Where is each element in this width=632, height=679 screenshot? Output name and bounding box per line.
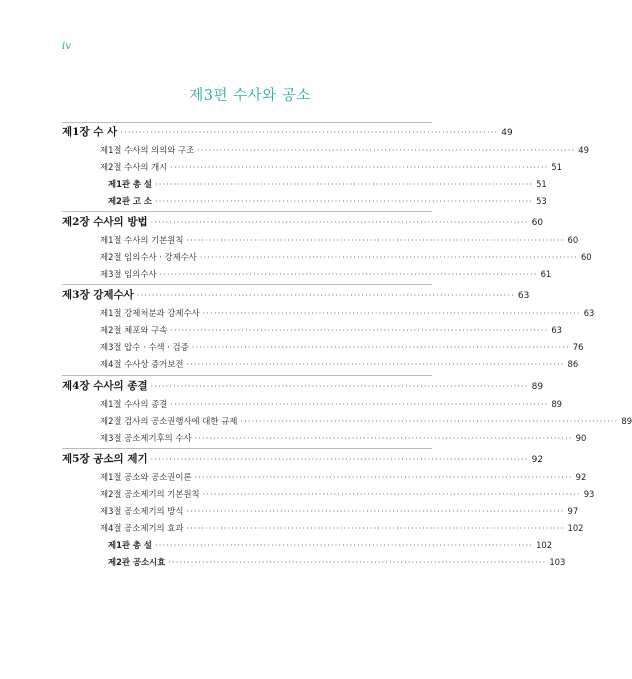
- chapter-divider: [62, 375, 432, 376]
- leader-dots: ·····································································································: [155, 197, 534, 206]
- toc-chapter-entry[interactable]: [62, 287, 530, 302]
- toc-section-entry[interactable]: [100, 324, 563, 336]
- toc-label: 제2절 공소제기의 기본원칙: [100, 489, 200, 499]
- toc-page: 76: [572, 342, 584, 352]
- toc-label: 제1절 수사의 기본원칙: [100, 235, 184, 245]
- toc-chapter-entry[interactable]: [62, 214, 544, 229]
- chapter-divider: [62, 122, 432, 123]
- toc-section-entry[interactable]: [100, 144, 589, 156]
- toc-section-entry[interactable]: [100, 488, 595, 500]
- toc-section-entry[interactable]: [100, 505, 579, 517]
- toc-subsection-entry[interactable]: [108, 539, 553, 551]
- leader-dots: ·····································································································: [202, 309, 581, 318]
- toc-section-entry[interactable]: [100, 341, 584, 353]
- leader-dots: ·····································································································: [186, 507, 565, 516]
- toc-page: 49: [578, 145, 589, 155]
- leader-dots: ·····································································································: [170, 326, 549, 335]
- toc-page: 86: [567, 359, 579, 369]
- toc-label: 제2절 임의수사 · 강제수사: [100, 252, 197, 262]
- toc-label: 제2절 체포와 구속: [100, 325, 168, 335]
- toc-section-entry[interactable]: [100, 358, 579, 370]
- toc-section-entry[interactable]: [100, 268, 552, 280]
- leader-dots: ·····································································································: [170, 163, 549, 172]
- toc-label: 제2관 고 소: [108, 196, 153, 206]
- leader-dots: ·····································································································: [186, 236, 565, 245]
- toc-chapter-entry[interactable]: [62, 124, 513, 139]
- toc-label: 제1절 수사의 종결: [100, 399, 168, 409]
- toc-subsection-entry[interactable]: [108, 195, 547, 207]
- leader-dots: ·····································································································: [155, 180, 534, 189]
- toc-page: 89: [531, 382, 544, 392]
- leader-dots: ·····································································································: [194, 434, 573, 443]
- leader-dots: ·····································································································: [168, 558, 547, 567]
- leader-dots: ·····································································································: [120, 128, 499, 137]
- leader-dots: ·····································································································: [240, 417, 619, 426]
- leader-dots: ·····································································································: [186, 524, 565, 533]
- chapter-divider: [62, 448, 432, 449]
- toc-label: 제2절 검사의 공소권행사에 대한 규제: [100, 416, 238, 426]
- toc-page: 60: [580, 252, 592, 262]
- toc-label: 제2절 수사의 개시: [100, 162, 168, 172]
- toc-label: 제3절 압수 · 수색 · 검증: [100, 342, 189, 352]
- toc-section-entry[interactable]: [100, 234, 579, 246]
- toc-page: 60: [531, 218, 544, 228]
- toc-label: 제4절 수사상 증거보전: [100, 359, 184, 369]
- toc-page: 60: [567, 235, 579, 245]
- leader-dots: ·····································································································: [159, 270, 538, 279]
- toc-section-entry[interactable]: [100, 307, 595, 319]
- toc-label: 제4장 수사의 종결: [62, 380, 148, 392]
- toc-page: 53: [536, 196, 547, 206]
- leader-dots: ·····································································································: [150, 455, 529, 464]
- part-title: 제3편 수사와 공소: [189, 88, 311, 104]
- toc-section-entry[interactable]: [100, 161, 563, 173]
- toc-label: 제3장 강제수사: [62, 289, 134, 301]
- toc-subsection-entry[interactable]: [108, 556, 566, 568]
- toc-section-entry[interactable]: [100, 251, 592, 263]
- toc-section-entry[interactable]: [100, 415, 632, 427]
- toc-page: 102: [567, 523, 584, 533]
- leader-dots: ·····································································································: [202, 490, 581, 499]
- toc-label: 제1절 강제처분과 강제수사: [100, 308, 200, 318]
- toc-label: 제1관 총 설: [108, 540, 153, 550]
- toc-page: 92: [531, 455, 544, 465]
- toc-page: 51: [551, 162, 563, 172]
- leader-dots: ·····································································································: [197, 146, 576, 155]
- toc-section-entry[interactable]: [100, 522, 584, 534]
- toc-subsection-entry[interactable]: [108, 178, 547, 190]
- toc-page: 61: [540, 269, 552, 279]
- toc-label: 제2장 수사의 방법: [62, 216, 148, 228]
- toc-page: 63: [517, 291, 530, 301]
- toc-page: 89: [551, 399, 563, 409]
- chapter-divider: [62, 284, 432, 285]
- toc-page: 51: [536, 179, 547, 189]
- toc-label: 제1관 총 설: [108, 179, 153, 189]
- toc-label: 제5장 공소의 제기: [62, 453, 148, 465]
- toc-label: 제2관 공소시효: [108, 557, 166, 567]
- toc-page: 103: [549, 557, 566, 567]
- toc-chapter-entry[interactable]: [62, 378, 544, 393]
- leader-dots: ·····································································································: [194, 473, 573, 482]
- leader-dots: ·····································································································: [199, 253, 578, 262]
- toc-label: 제3절 임의수사: [100, 269, 157, 279]
- toc-section-entry[interactable]: [100, 432, 587, 444]
- toc-label: 제1절 공소와 공소권이론: [100, 472, 192, 482]
- toc-label: 제3절 공소제기후의 수사: [100, 433, 192, 443]
- leader-dots: ·····································································································: [170, 400, 549, 409]
- toc-label: 제3절 공소제기의 방식: [100, 506, 184, 516]
- leader-dots: ·····································································································: [186, 360, 565, 369]
- toc-section-entry[interactable]: [100, 398, 563, 410]
- leader-dots: ·····································································································: [191, 343, 570, 352]
- toc-label: 제1장 수 사: [62, 126, 118, 138]
- page-number: iv: [62, 41, 71, 52]
- toc-page: 92: [575, 472, 587, 482]
- toc-chapter-entry[interactable]: [62, 451, 544, 466]
- toc-label: 제1절 수사의 의의와 구조: [100, 145, 195, 155]
- toc-section-entry[interactable]: [100, 471, 587, 483]
- toc-page: 90: [575, 433, 587, 443]
- toc-page: 63: [583, 308, 595, 318]
- toc-page: 49: [501, 128, 513, 138]
- toc-page: 63: [551, 325, 563, 335]
- chapter-divider: [62, 211, 432, 212]
- leader-dots: ·····································································································: [155, 541, 534, 550]
- leader-dots: ·····································································································: [150, 382, 529, 391]
- toc-page: 102: [536, 540, 553, 550]
- toc-page: 89: [621, 416, 632, 426]
- leader-dots: ·····································································································: [150, 218, 529, 227]
- toc-page: 97: [567, 506, 579, 516]
- leader-dots: ·····································································································: [136, 291, 515, 300]
- toc-label: 제4절 공소제기의 효과: [100, 523, 184, 533]
- toc-page: 93: [583, 489, 595, 499]
